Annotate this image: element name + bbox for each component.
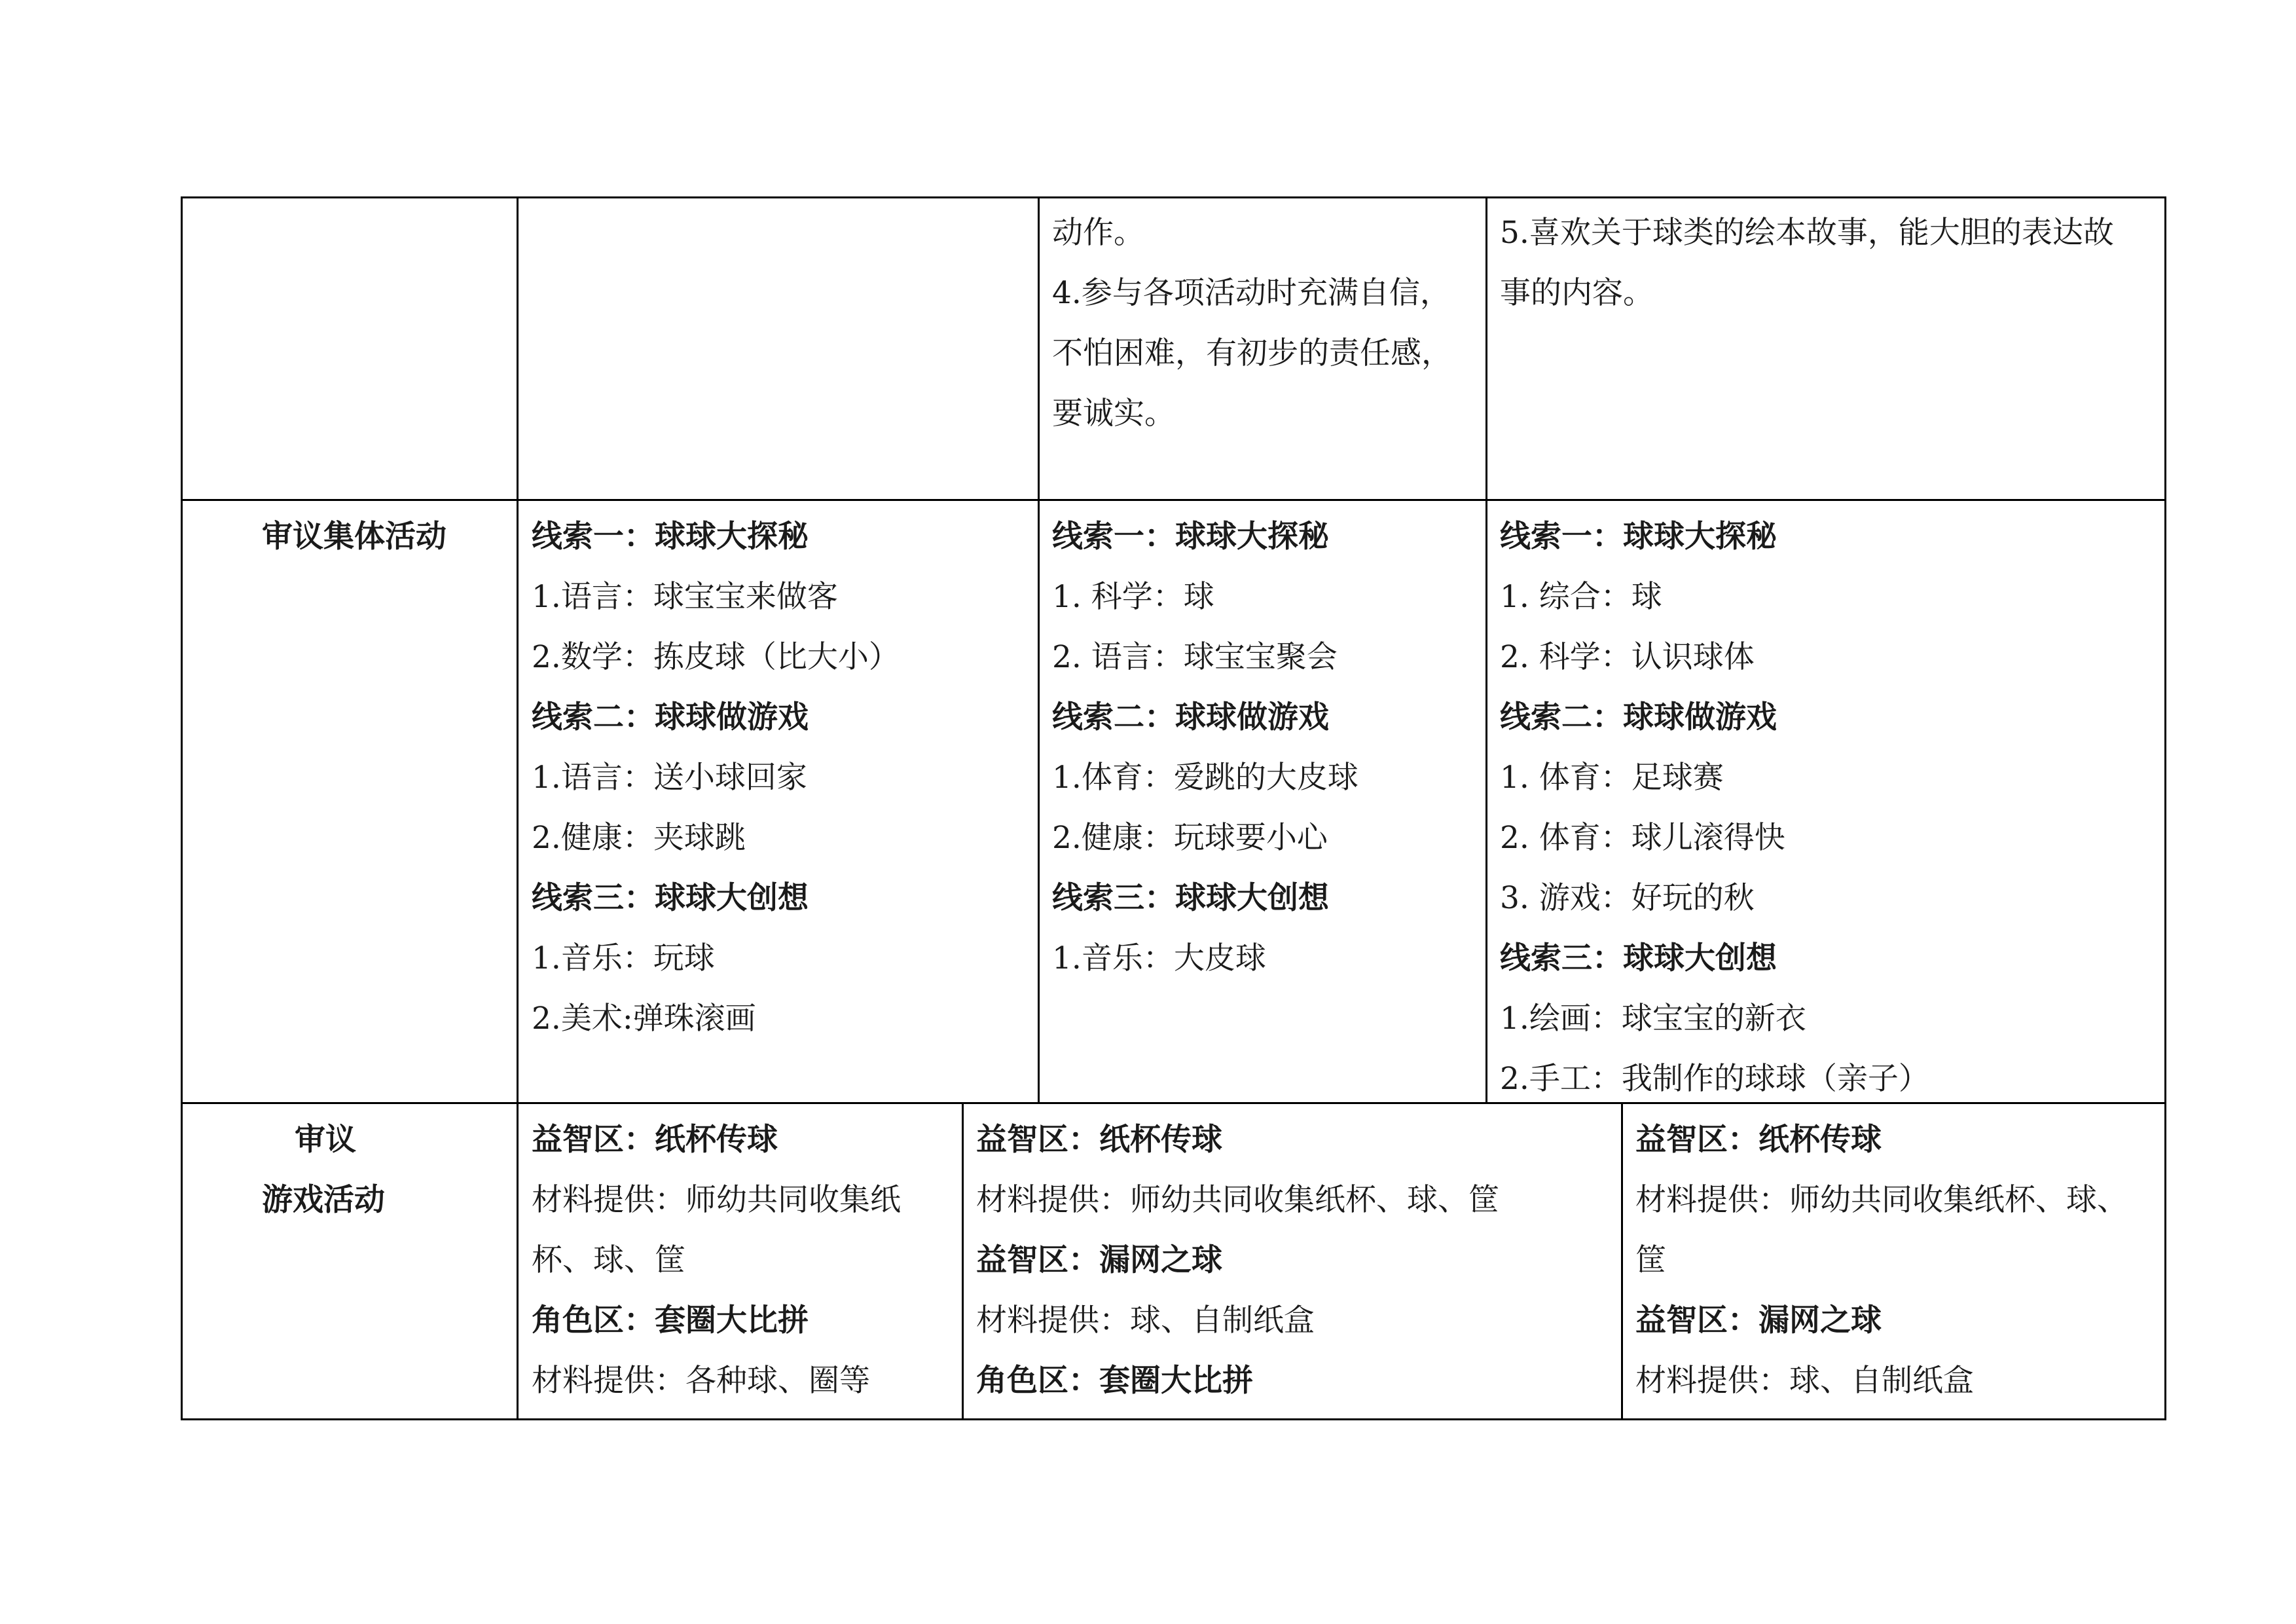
material-item: 材料提供：师幼共同收集纸杯、球、筐 [976,1182,1499,1218]
row3-col2-cell [532,1110,901,1411]
activity-item: 2.手工：我制作的球球（亲子） [1500,1061,1929,1097]
text-line: 要诚实。 [1052,396,1175,432]
table-border-top [181,196,2166,198]
row3-label-line1: 审议 [295,1122,356,1158]
clue-heading: 线索二：球球做游戏 [1500,699,1777,735]
activity-item: 1. 体育：足球赛 [1500,760,1724,796]
col-divider-3-upper [1485,196,1487,1104]
row2-col3-cell [1052,507,1358,989]
material-item: 材料提供：师幼共同收集纸 [532,1182,901,1218]
activity-item: 3. 游戏：好玩的秋 [1500,880,1755,916]
text-line: 动作。 [1052,215,1144,251]
activity-item: 2.数学：拣皮球（比大小） [532,639,900,675]
clue-heading: 线索二：球球做游戏 [1052,699,1329,735]
table-border-bottom [181,1418,2166,1420]
text-line: 事的内容。 [1500,275,1654,311]
activity-item: 1.语言：送小球回家 [532,760,807,796]
col-divider-2-upper [1038,196,1040,1104]
row3-col3-cell [976,1110,1499,1411]
activity-item: 1.音乐：玩球 [532,940,715,976]
clue-heading: 线索一：球球大探秘 [532,519,809,555]
clue-heading: 线索三：球球大创想 [532,880,809,916]
area-heading: 益智区：纸杯传球 [1635,1122,1882,1158]
area-heading: 角色区：套圈大比拼 [532,1302,809,1338]
area-heading: 益智区：纸杯传球 [976,1122,1222,1158]
text-line: 5.喜欢关于球类的绘本故事，能大胆的表达故 [1500,215,2114,251]
row3-col4-cell [1635,1110,2128,1411]
material-item: 材料提供：球、自制纸盒 [976,1302,1315,1338]
text-line: 不怕困难，有初步的责任感， [1052,335,1452,371]
row1-col4-cell [1500,203,2114,323]
row2-col2-cell [532,507,900,1049]
area-heading: 益智区：漏网之球 [976,1242,1222,1278]
area-heading: 益智区：纸杯传球 [532,1122,778,1158]
clue-heading: 线索三：球球大创想 [1500,940,1777,976]
activity-item: 2.健康：夹球跳 [532,820,746,856]
activity-item: 1.语言：球宝宝来做客 [532,579,838,615]
activity-item: 2. 语言：球宝宝聚会 [1052,639,1338,675]
activity-item: 1. 科学：球 [1052,579,1214,615]
col-divider-1 [517,196,519,1420]
material-item: 材料提供：师幼共同收集纸杯、球、 [1635,1182,2128,1218]
activity-item: 1.体育：爱跳的大皮球 [1052,760,1358,796]
material-item: 材料提供：球、自制纸盒 [1635,1363,1974,1399]
text-line: 4.参与各项活动时充满自信， [1052,275,1451,311]
row-divider-1 [181,499,2166,501]
activity-item: 1.绘画：球宝宝的新衣 [1500,1001,1806,1037]
row2-col4-cell [1500,507,1929,1109]
material-item: 材料提供：各种球、圈等 [532,1363,870,1399]
clue-heading: 线索一：球球大探秘 [1500,519,1777,555]
activity-item: 1.音乐：大皮球 [1052,940,1266,976]
table-border-left [181,196,183,1420]
area-heading: 角色区：套圈大比拼 [976,1363,1253,1399]
clue-heading: 线索一：球球大探秘 [1052,519,1329,555]
activity-item: 2. 体育：球儿滚得快 [1500,820,1785,856]
activity-item: 2.健康：玩球要小心 [1052,820,1328,856]
col-divider-3-lower [1621,1102,1623,1420]
area-heading: 益智区：漏网之球 [1635,1302,1882,1338]
activity-item: 2. 科学：认识球体 [1500,639,1755,675]
activity-item: 1. 综合：球 [1500,579,1662,615]
row2-label: 审议集体活动 [262,519,446,555]
table-border-right [2164,196,2166,1420]
material-item: 筐 [1635,1242,1666,1278]
clue-heading: 线索三：球球大创想 [1052,880,1329,916]
material-item: 杯、球、筐 [532,1242,685,1278]
clue-heading: 线索二：球球做游戏 [532,699,809,735]
row1-col3-cell [1052,203,1452,444]
row3-label-line2: 游戏活动 [262,1182,385,1218]
activity-item: 2.美术:弹珠滚画 [532,1001,756,1037]
col-divider-2-lower [962,1102,964,1420]
